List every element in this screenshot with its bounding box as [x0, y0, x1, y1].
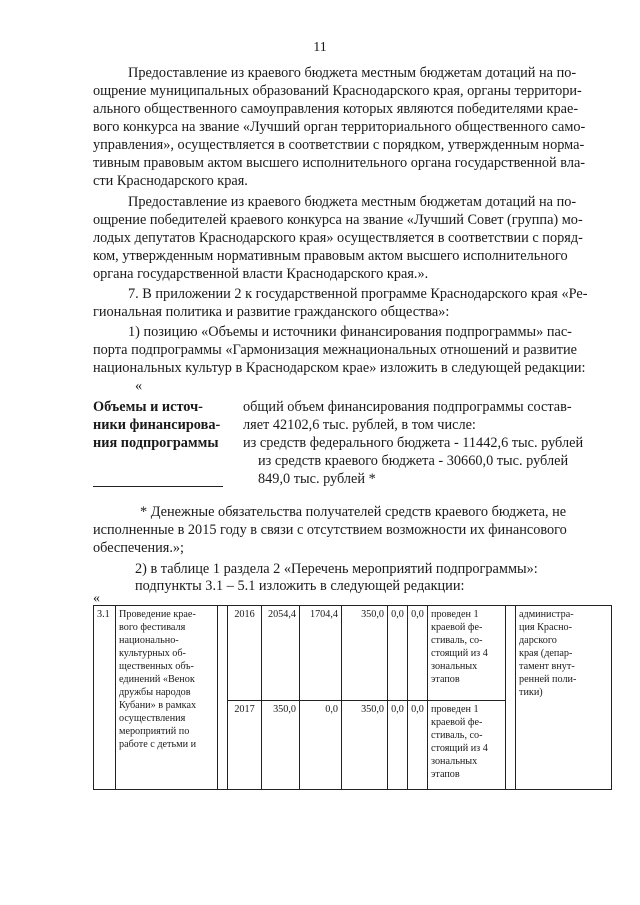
passport-label: ники финансирова-	[93, 417, 221, 433]
year-cell: 2016	[228, 606, 262, 701]
para1-line: вого конкурса на звание «Лучший орган территориального общественного само-	[93, 119, 586, 135]
footnote-line: исполненные в 2015 году в связи с отсутствием возможности их финансового	[93, 522, 567, 538]
total-cell: 2054,4	[262, 606, 300, 701]
para1-line: управления», осуществляется в соответствии с порядком, утвержденным норма-	[93, 137, 585, 153]
empty-cell	[506, 606, 516, 790]
footnote-line: обеспечения.»;	[93, 540, 185, 556]
para2-line: ком, утвержденным нормативным правовым актом высшего исполнительного	[93, 248, 568, 264]
para2-line: Предоставление из краевого бюджета местным бюджетам дотаций на по-	[128, 194, 577, 210]
passport-value: общий объем финансирования подпрограммы состав-	[243, 399, 572, 415]
para1-line: ального общественного самоуправления которых являются победителями крае-	[93, 101, 579, 117]
table-row	[94, 606, 612, 701]
local-cell: 0,0	[388, 606, 408, 701]
para4-line: порта подпрограммы «Гармонизация межнациональных отношений и развитие	[93, 342, 577, 358]
para3-line: гиональная политика и развитие гражданского общества»:	[93, 304, 450, 320]
passport-value: из средств краевого бюджета - 30660,0 тыс. рублей	[258, 453, 569, 469]
empty-cell	[218, 606, 228, 790]
result-cell: проведен 1 краевой фе- стиваль, со- стоящий из 4 зональных этапов	[428, 701, 506, 790]
regional-cell: 350,0	[342, 606, 388, 701]
table-quote-mark: «	[93, 591, 100, 606]
result-cell: проведен 1 краевой фе- стиваль, со- стоящий из 4 зональных этапов	[428, 606, 506, 701]
local-cell: 0,0	[388, 701, 408, 790]
para2-line: органа государственной власти Краснодарского края.».	[93, 266, 429, 282]
para1-line: тивным правовым актом высшего исполнительного органа государственной вла-	[93, 155, 586, 171]
passport-value: 849,0 тыс. рублей *	[258, 471, 376, 487]
passport-label: Объемы и источ-	[93, 399, 203, 415]
item-number: 3.1	[94, 606, 116, 790]
para2-line: лодых депутатов Краснодарского края» осуществляется в соответствии с поряд-	[93, 230, 583, 246]
footnote-rule	[93, 486, 223, 487]
passport-value: из средств федерального бюджета - 11442,6 тыс. рублей	[243, 435, 584, 451]
passport-label: ния подпрограммы	[93, 435, 219, 451]
other-cell: 0,0	[408, 606, 428, 701]
para4-line: 1) позицию «Объемы и источники финансирования подпрограммы» пас-	[128, 324, 572, 340]
para3-line: 7. В приложении 2 к государственной программе Краснодарского края «Ре-	[128, 286, 588, 302]
page-number: 11	[313, 40, 327, 55]
federal-cell: 1704,4	[300, 606, 342, 701]
para1-line: Предоставление из краевого бюджета местным бюджетам дотаций на по-	[128, 65, 577, 81]
total-cell: 350,0	[262, 701, 300, 790]
para5-line: подпункты 3.1 – 5.1 изложить в следующей редакции:	[135, 578, 465, 594]
year-cell: 2017	[228, 701, 262, 790]
quote-mark: «	[135, 378, 143, 394]
para2-line: ощрение победителей краевого конкурса на звание «Лучший Совет (группа) мо-	[93, 212, 583, 228]
executor-cell: администра- ция Красно- дарского края (депар- тамент внут- ренней поли- тики)	[516, 606, 612, 790]
para1-line: ощрение муниципальных образований Краснодарского края, органы территори-	[93, 83, 582, 99]
para1-line: сти Краснодарского края.	[93, 173, 248, 189]
footnote-line: * Денежные обязательства получателей средств краевого бюджета, не	[140, 504, 567, 520]
measures-table	[93, 605, 612, 790]
passport-value: ляет 42102,6 тыс. рублей, в том числе:	[243, 417, 476, 433]
regional-cell: 350,0	[342, 701, 388, 790]
item-name: Проведение крае- вого фестиваля национально- культурных об- щественных объ- единений «Венок дружбы народов Кубани» в рамках осуществления мероприятий по работе с детьми и	[116, 606, 218, 790]
para4-line: национальных культур в Краснодарском крае» изложить в следующей редакции:	[93, 360, 586, 376]
para5-line: 2) в таблице 1 раздела 2 «Перечень мероприятий подпрограммы»:	[135, 561, 538, 577]
other-cell: 0,0	[408, 701, 428, 790]
federal-cell: 0,0	[300, 701, 342, 790]
